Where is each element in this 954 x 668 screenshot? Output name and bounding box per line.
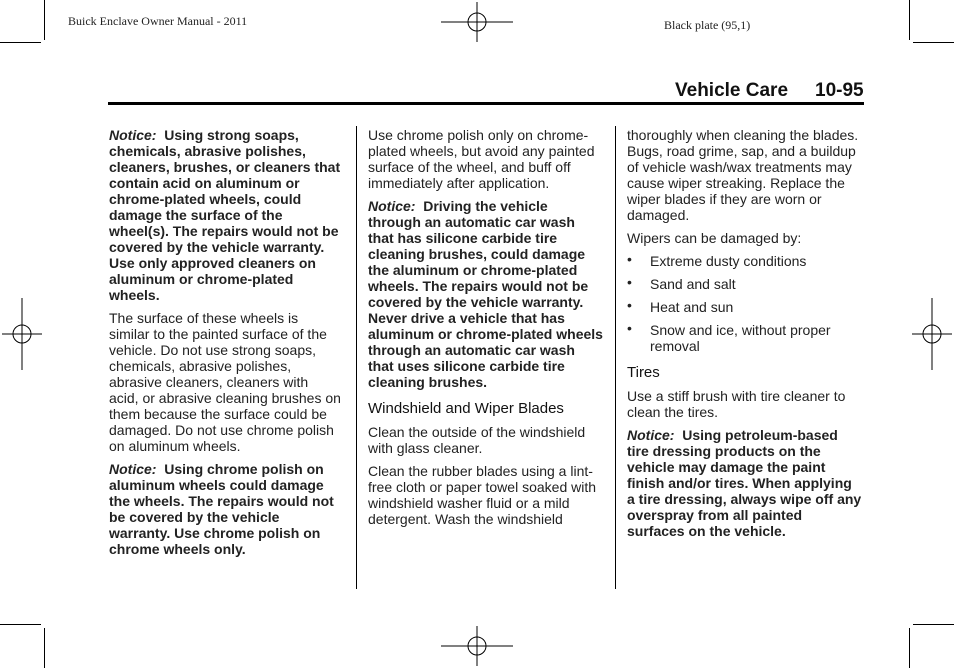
notice-label: Notice:	[109, 461, 157, 477]
list-item	[627, 276, 863, 292]
crop-mark	[0, 42, 41, 43]
notice-car-wash	[368, 198, 604, 390]
crop-mark	[44, 0, 45, 40]
registration-mark-icon	[441, 626, 513, 666]
bullet-icon: •	[627, 320, 632, 336]
list-item-text: Extreme dusty conditions	[650, 253, 807, 269]
paragraph: Wipers can be damaged by:	[627, 230, 802, 246]
bullet-list	[627, 253, 863, 354]
notice-wheel-cleaners	[109, 127, 341, 303]
notice-label: Notice:	[627, 427, 675, 443]
page-number: 10-95	[815, 80, 864, 101]
bullet-icon: •	[627, 251, 632, 267]
notice-text: Using strong soaps, chemicals, abrasive polishes, cleaners, brushes, or cleaners that contain acid on aluminum or chrome-plated wheels, could damage the surface of the wheel(s). The repairs would not be covered by the vehicle warranty. Use only approved cleaners on aluminum or chrome-plated wheels.	[109, 127, 341, 303]
notice-label: Notice:	[109, 127, 157, 143]
paragraph: The surface of these wheels is similar to the painted surface of the vehicle. Do not use strong soaps, chemicals, abrasive polishes, abrasive cleaners, cleaners with acid, or abrasive cleaning brushes on them because the surface could be damaged. Do not use chrome polish on aluminum wheels.	[109, 310, 341, 454]
crop-mark	[909, 628, 910, 668]
column-3	[627, 127, 863, 546]
paragraph: Use a stiff brush with tire cleaner to clean the tires.	[627, 388, 846, 420]
paragraph: Clean the rubber blades using a lint-free cloth or paper towel soaked with windshield washer fluid or a mild detergent. Wash the windshield	[368, 463, 597, 527]
list-item	[627, 253, 863, 269]
section-heading: Windshield and Wiper Blades	[368, 400, 564, 417]
crop-mark	[913, 42, 954, 43]
plate-label: Black plate (95,1)	[664, 18, 751, 32]
notice-text: Using chrome polish on aluminum wheels could damage the wheels. The repairs would not be covered by the vehicle warranty. Use chrome polish on chrome wheels only.	[109, 461, 334, 557]
column-divider	[356, 126, 357, 589]
paragraph: Clean the outside of the windshield with glass cleaner.	[368, 424, 586, 456]
registration-mark-icon	[441, 2, 513, 42]
notice-text: Using petroleum-based tire dressing products on the vehicle may damage the paint finish and/or tires. When applying a tire dressing, always wipe off any overspray from all painted surfaces on the vehicle.	[627, 427, 862, 539]
column-2	[368, 127, 604, 534]
registration-mark-icon	[2, 298, 42, 370]
notice-label: Notice:	[368, 198, 416, 214]
list-item	[627, 322, 863, 354]
crop-mark	[913, 624, 954, 625]
column-1	[109, 127, 341, 564]
bullet-icon: •	[627, 274, 632, 290]
bullet-icon: •	[627, 297, 632, 313]
notice-text: Driving the vehicle through an automatic car wash that has silicone carbide tire cleaning brushes, could damage the aluminum or chrome-plated wheels. The repairs would not be covered by the vehicle warranty. Never drive a vehicle that has aluminum or chrome-plated wheels through an automatic car wash that uses silicone carbide tire cleaning brushes.	[368, 198, 603, 390]
registration-mark-icon	[912, 298, 952, 370]
crop-mark	[44, 628, 45, 668]
paragraph: Use chrome polish only on chrome-plated wheels, but avoid any painted surface of the wheel, and buff off immediately after application.	[368, 127, 595, 191]
crop-mark	[909, 0, 910, 40]
column-divider	[615, 126, 616, 589]
section-title: Vehicle Care	[675, 80, 789, 101]
list-item	[627, 299, 863, 315]
crop-mark	[0, 624, 41, 625]
notice-tire-dressing	[627, 427, 863, 539]
list-item-text: Snow and ice, without proper removal	[650, 322, 831, 354]
manual-title: Buick Enclave Owner Manual - 2011	[68, 14, 248, 28]
list-item-text: Sand and salt	[650, 276, 736, 292]
paragraph: thoroughly when cleaning the blades. Bugs, road grime, sap, and a buildup of vehicle wash/wax treatments may cause wiper streaking. Replace the wiper blades if they are worn or damaged.	[627, 127, 859, 223]
header-rule	[108, 102, 864, 105]
section-heading: Tires	[627, 364, 660, 381]
list-item-text: Heat and sun	[650, 299, 734, 315]
notice-chrome-polish	[109, 461, 341, 557]
